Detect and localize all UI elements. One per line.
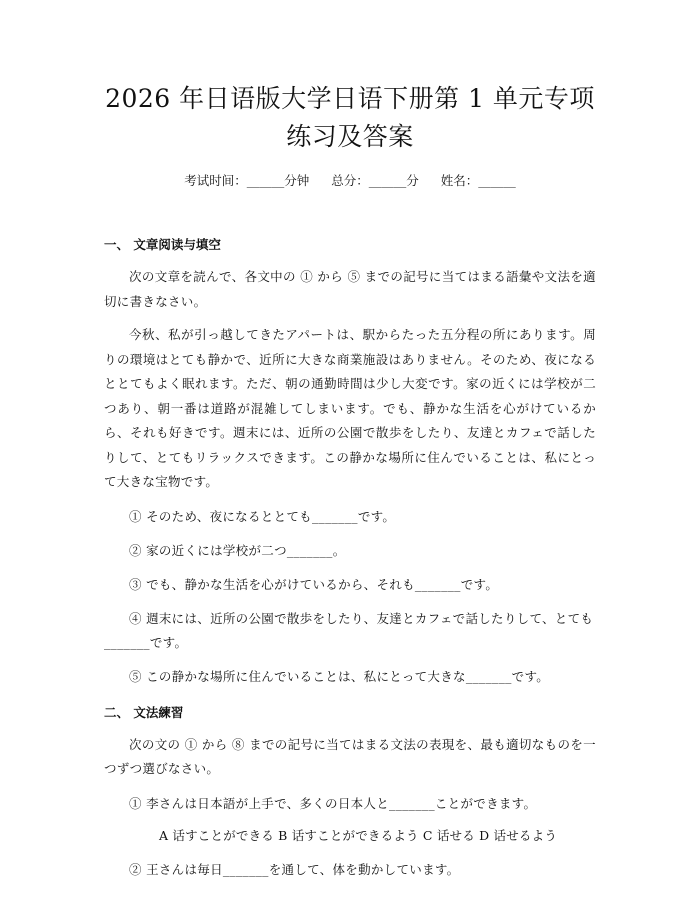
section-1-instruction: 次の文章を読んで、各文中の ① から ⑤ までの記号に当てはまる語彙や文法を適切に書きなさい。 — [104, 269, 596, 309]
question-3: ③ でも、静かな生活を心がけているから、それも_______です。 — [129, 576, 499, 592]
question-5: ⑤ この静かな場所に住んでいることは、私にとって大きな_______です。 — [129, 668, 550, 684]
grammar-question-1: ① 李さんは日本語が上手で、多くの日本人と_______ことができます。 — [129, 795, 537, 811]
section-2-instruction: 次の文の ① から ⑧ までの記号に当てはまる文法の表現を、最も適切なものを一つずつ選びなさい。 — [104, 736, 596, 776]
grammar-question-1-options: A 话すことができる B 话すことができるよう C 话せる D 话せるよう — [159, 827, 558, 843]
grammar-question-2: ② 王さんは毎日_______を通して、体を動かしています。 — [129, 861, 460, 877]
name-field: 姓名：______ — [440, 173, 516, 188]
exam-time-field: 考试时间：______分钟 — [184, 173, 310, 188]
section-1-heading: 一、 文章阅读与填空 — [104, 237, 221, 252]
page-title: 2026 年日语版大学日语下册第 1 单元专项练习及答案 — [105, 84, 595, 151]
question-2: ② 家の近くには学校が二つ_______。 — [129, 542, 346, 558]
exam-info — [104, 171, 596, 191]
total-score-field: 总分：______分 — [331, 173, 419, 188]
question-1: ① そのため、夜になるととても_______です。 — [129, 508, 396, 524]
section-2-heading: 二、 文法練習 — [104, 704, 184, 720]
reading-passage: 今秋、私が引っ越してきたアパートは、駅からたった五分程の所にあります。周りの環境はとても静かで、近所に大きな商業施設はありません。そのため、夜になるととてもよく眠れます。ただ、朝の通勤時間は少し大変です。家の近くには学校が二つあり、朝一番は道路が混雑してしまいます。でも、静かな生活を心がけているから、それも好きです。週末には、近所の公園で散歩をしたり、友達とカフェで話したりして、とてもリラックスできます。この静かな場所に住んでいることは、私にとって大きな宝物です。 — [104, 327, 596, 489]
question-4: ④ 週末には、近所の公園で散歩をしたり、友達とカフェで話したりして、とても_______です。 — [104, 610, 594, 650]
